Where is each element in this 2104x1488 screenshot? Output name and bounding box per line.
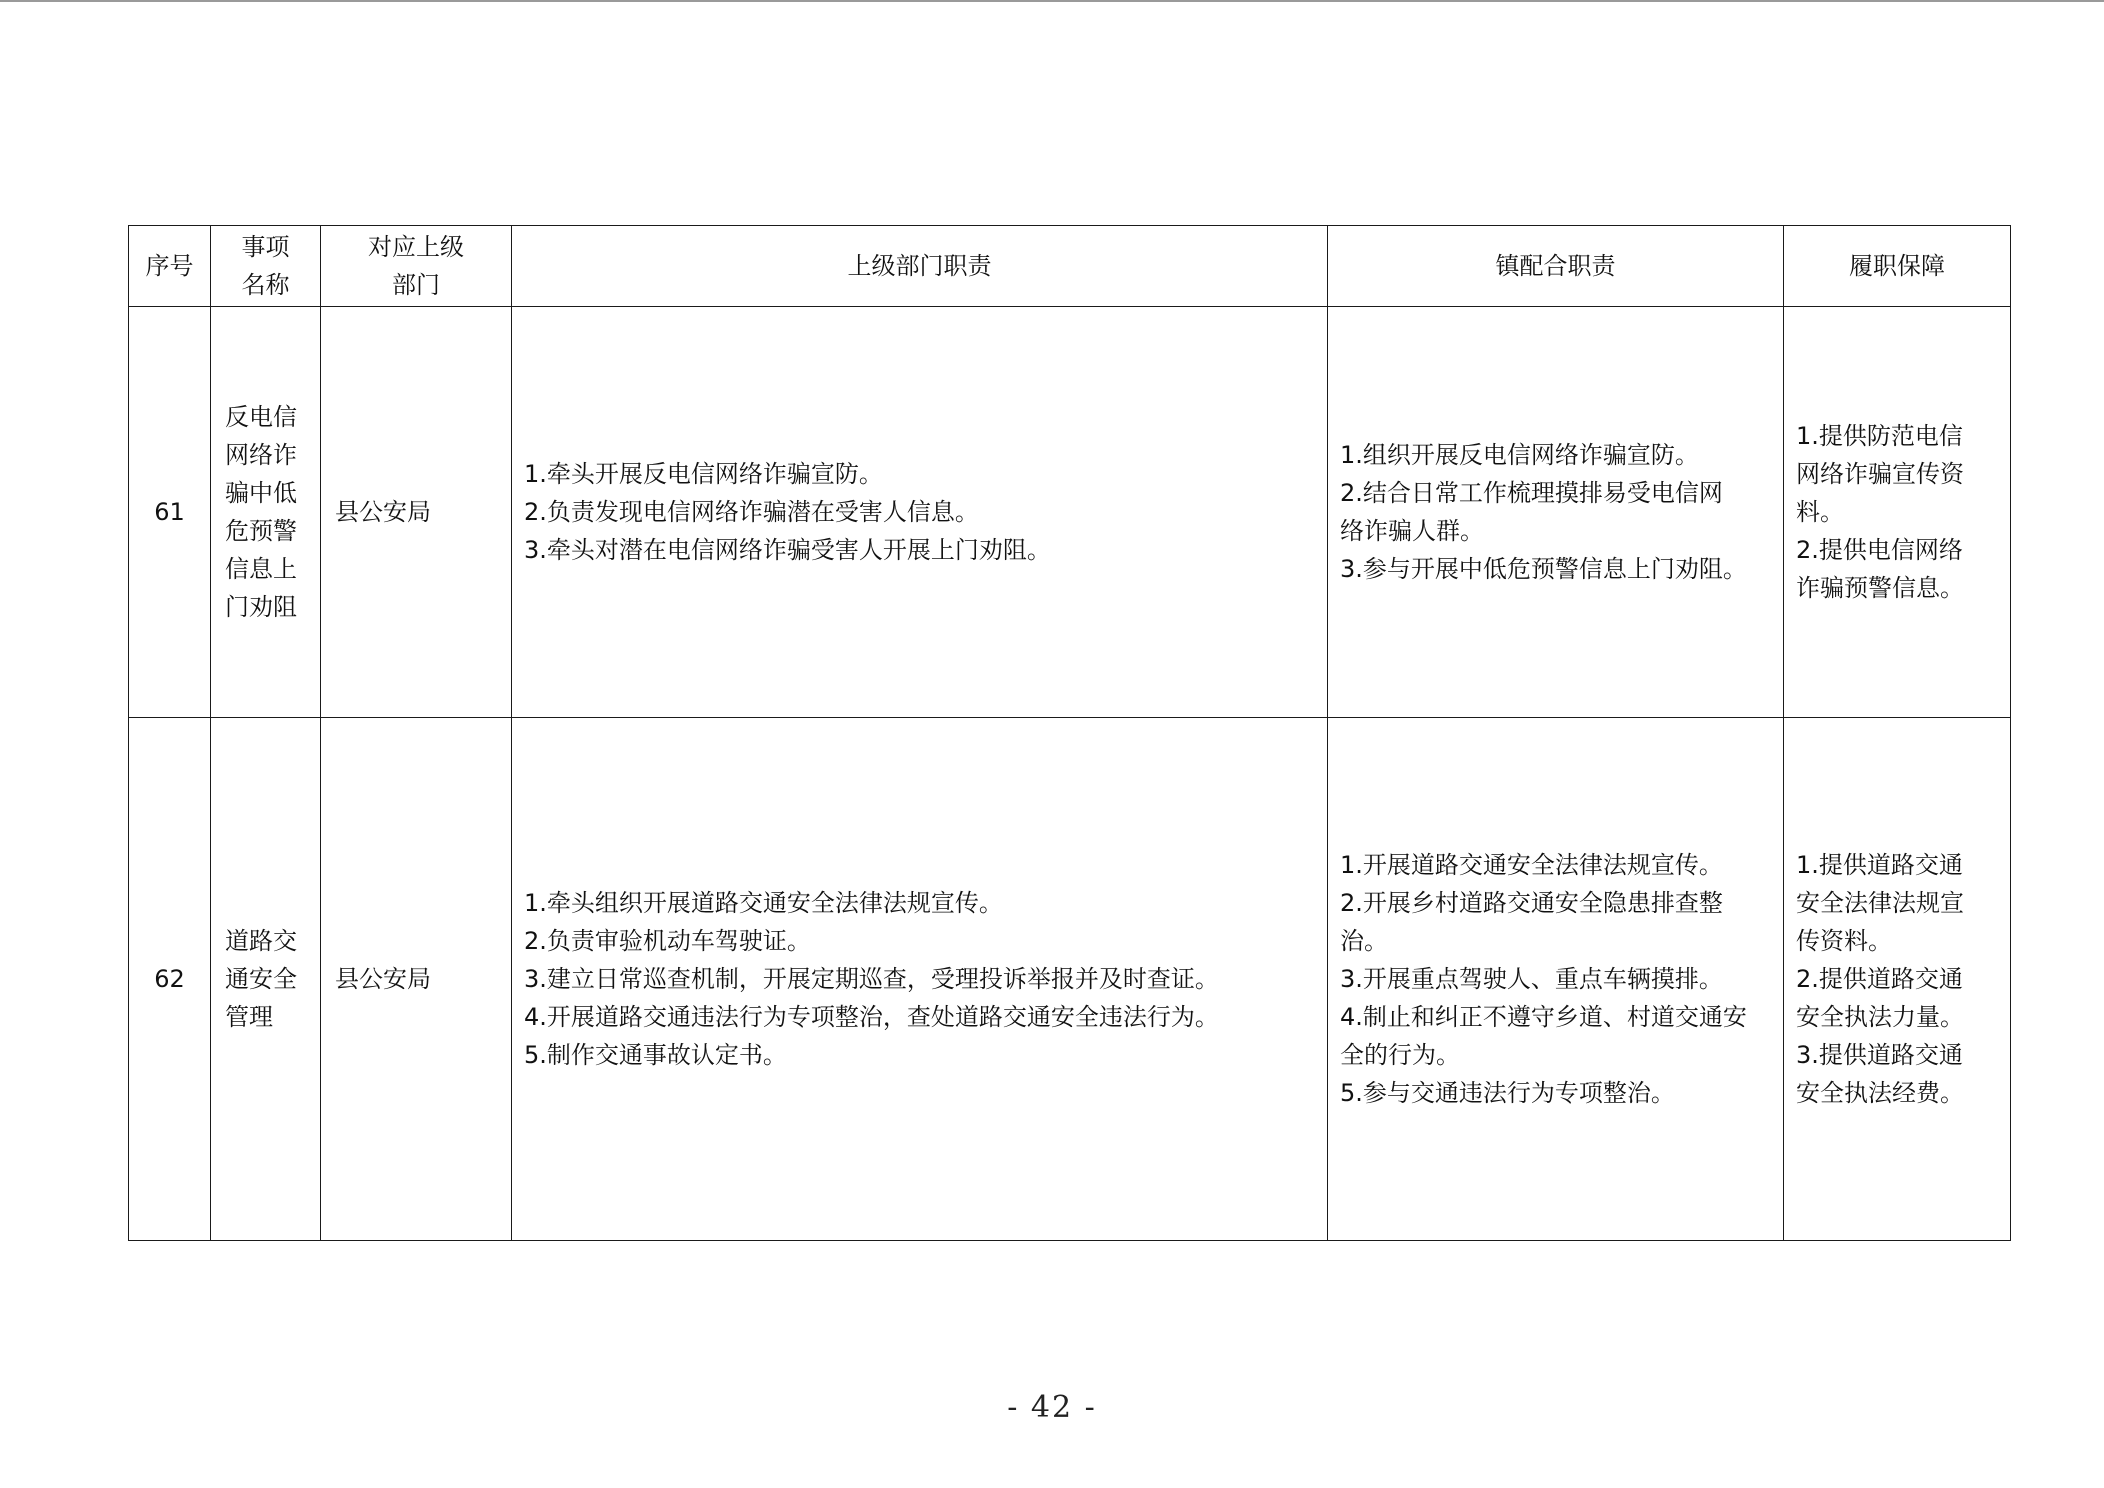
header-no: 序号 (129, 226, 211, 307)
town-duty-line: 2.开展乡村道路交通安全隐患排查整 (1340, 889, 1723, 917)
town-duty-line: 3.开展重点驾驶人、重点车辆摸排。 (1340, 965, 1723, 993)
item-name-line: 管理 (225, 1003, 273, 1031)
table-row (129, 718, 2011, 1241)
town-duties (1328, 718, 1784, 1241)
header-item-name-line: 事项 (241, 233, 290, 261)
item-name (211, 718, 321, 1241)
guarantee-line: 安全执法经费。 (1796, 1079, 1964, 1107)
item-name (211, 307, 321, 718)
header-upper-dept-line: 对应上级 (368, 233, 464, 261)
item-name-line: 道路交 (225, 927, 297, 955)
guarantee-line: 诈骗预警信息。 (1796, 574, 1964, 602)
header-upper-duties: 上级部门职责 (512, 226, 1328, 307)
table-row (129, 307, 2011, 718)
town-duty-line: 3.参与开展中低危预警信息上门劝阻。 (1340, 555, 1747, 583)
guarantee-line: 安全法律法规宣 (1796, 889, 1964, 917)
header-upper-dept (321, 226, 512, 307)
upper-duty-item: 5.制作交通事故认定书。 (524, 1041, 787, 1069)
item-name-line: 通安全 (225, 965, 297, 993)
guarantee-line: 料。 (1796, 498, 1844, 526)
upper-duty-item: 3.牵头对潜在电信网络诈骗受害人开展上门劝阻。 (524, 536, 1051, 564)
table-header (129, 226, 2011, 307)
upper-department: 县公安局 (321, 718, 512, 1241)
upper-duties (512, 718, 1328, 1241)
item-name-line: 危预警 (225, 517, 297, 545)
town-duty-line: 1.组织开展反电信网络诈骗宣防。 (1340, 441, 1699, 469)
header-upper-dept-line: 部门 (392, 271, 440, 299)
guarantee-line: 传资料。 (1796, 927, 1892, 955)
upper-duty-item: 2.负责审验机动车驾驶证。 (524, 927, 811, 955)
guarantee-line: 1.提供防范电信 (1796, 422, 1963, 450)
town-duty-line: 2.结合日常工作梳理摸排易受电信网 (1340, 479, 1723, 507)
item-name-line: 网络诈 (225, 441, 297, 469)
guarantee (1784, 718, 2011, 1241)
town-duty-line: 络诈骗人群。 (1340, 517, 1484, 545)
header-item-name-line: 名称 (241, 271, 290, 299)
guarantee-line: 1.提供道路交通 (1796, 851, 1963, 879)
item-name-line: 骗中低 (225, 479, 297, 507)
town-duty-line: 1.开展道路交通安全法律法规宣传。 (1340, 851, 1723, 879)
guarantee-line: 2.提供电信网络 (1796, 536, 1963, 564)
upper-duty-item: 1.牵头开展反电信网络诈骗宣防。 (524, 460, 883, 488)
guarantee-line: 2.提供道路交通 (1796, 965, 1963, 993)
header-item-name (211, 226, 321, 307)
duty-table (128, 225, 2011, 1241)
header-guarantee: 履职保障 (1784, 226, 2011, 307)
page-number: - 42 - (1007, 1390, 1097, 1425)
upper-duty-item: 2.负责发现电信网络诈骗潜在受害人信息。 (524, 498, 979, 526)
town-duty-line: 全的行为。 (1340, 1041, 1460, 1069)
upper-duty-item: 4.开展道路交通违法行为专项整治，查处道路交通安全违法行为。 (524, 1003, 1219, 1031)
header-town-duties: 镇配合职责 (1328, 226, 1784, 307)
town-duty-line: 4.制止和纠正不遵守乡道、村道交通安 (1340, 1003, 1747, 1031)
row-number: 61 (129, 307, 211, 718)
upper-duties (512, 307, 1328, 718)
guarantee-line: 3.提供道路交通 (1796, 1041, 1963, 1069)
item-name-line: 门劝阻 (225, 593, 297, 621)
header-row (129, 226, 2011, 307)
row-number: 62 (129, 718, 211, 1241)
town-duty-line: 治。 (1340, 927, 1388, 955)
guarantee-line: 安全执法力量。 (1796, 1003, 1964, 1031)
upper-department: 县公安局 (321, 307, 512, 718)
upper-duty-item: 1.牵头组织开展道路交通安全法律法规宣传。 (524, 889, 1003, 917)
upper-duty-item: 3.建立日常巡查机制，开展定期巡查，受理投诉举报并及时查证。 (524, 965, 1219, 993)
item-name-line: 信息上 (225, 555, 297, 583)
town-duty-line: 5.参与交通违法行为专项整治。 (1340, 1079, 1675, 1107)
town-duties (1328, 307, 1784, 718)
item-name-line: 反电信 (225, 403, 297, 431)
top-border-line (0, 0, 2104, 2)
guarantee-line: 网络诈骗宣传资 (1796, 460, 1964, 488)
guarantee (1784, 307, 2011, 718)
